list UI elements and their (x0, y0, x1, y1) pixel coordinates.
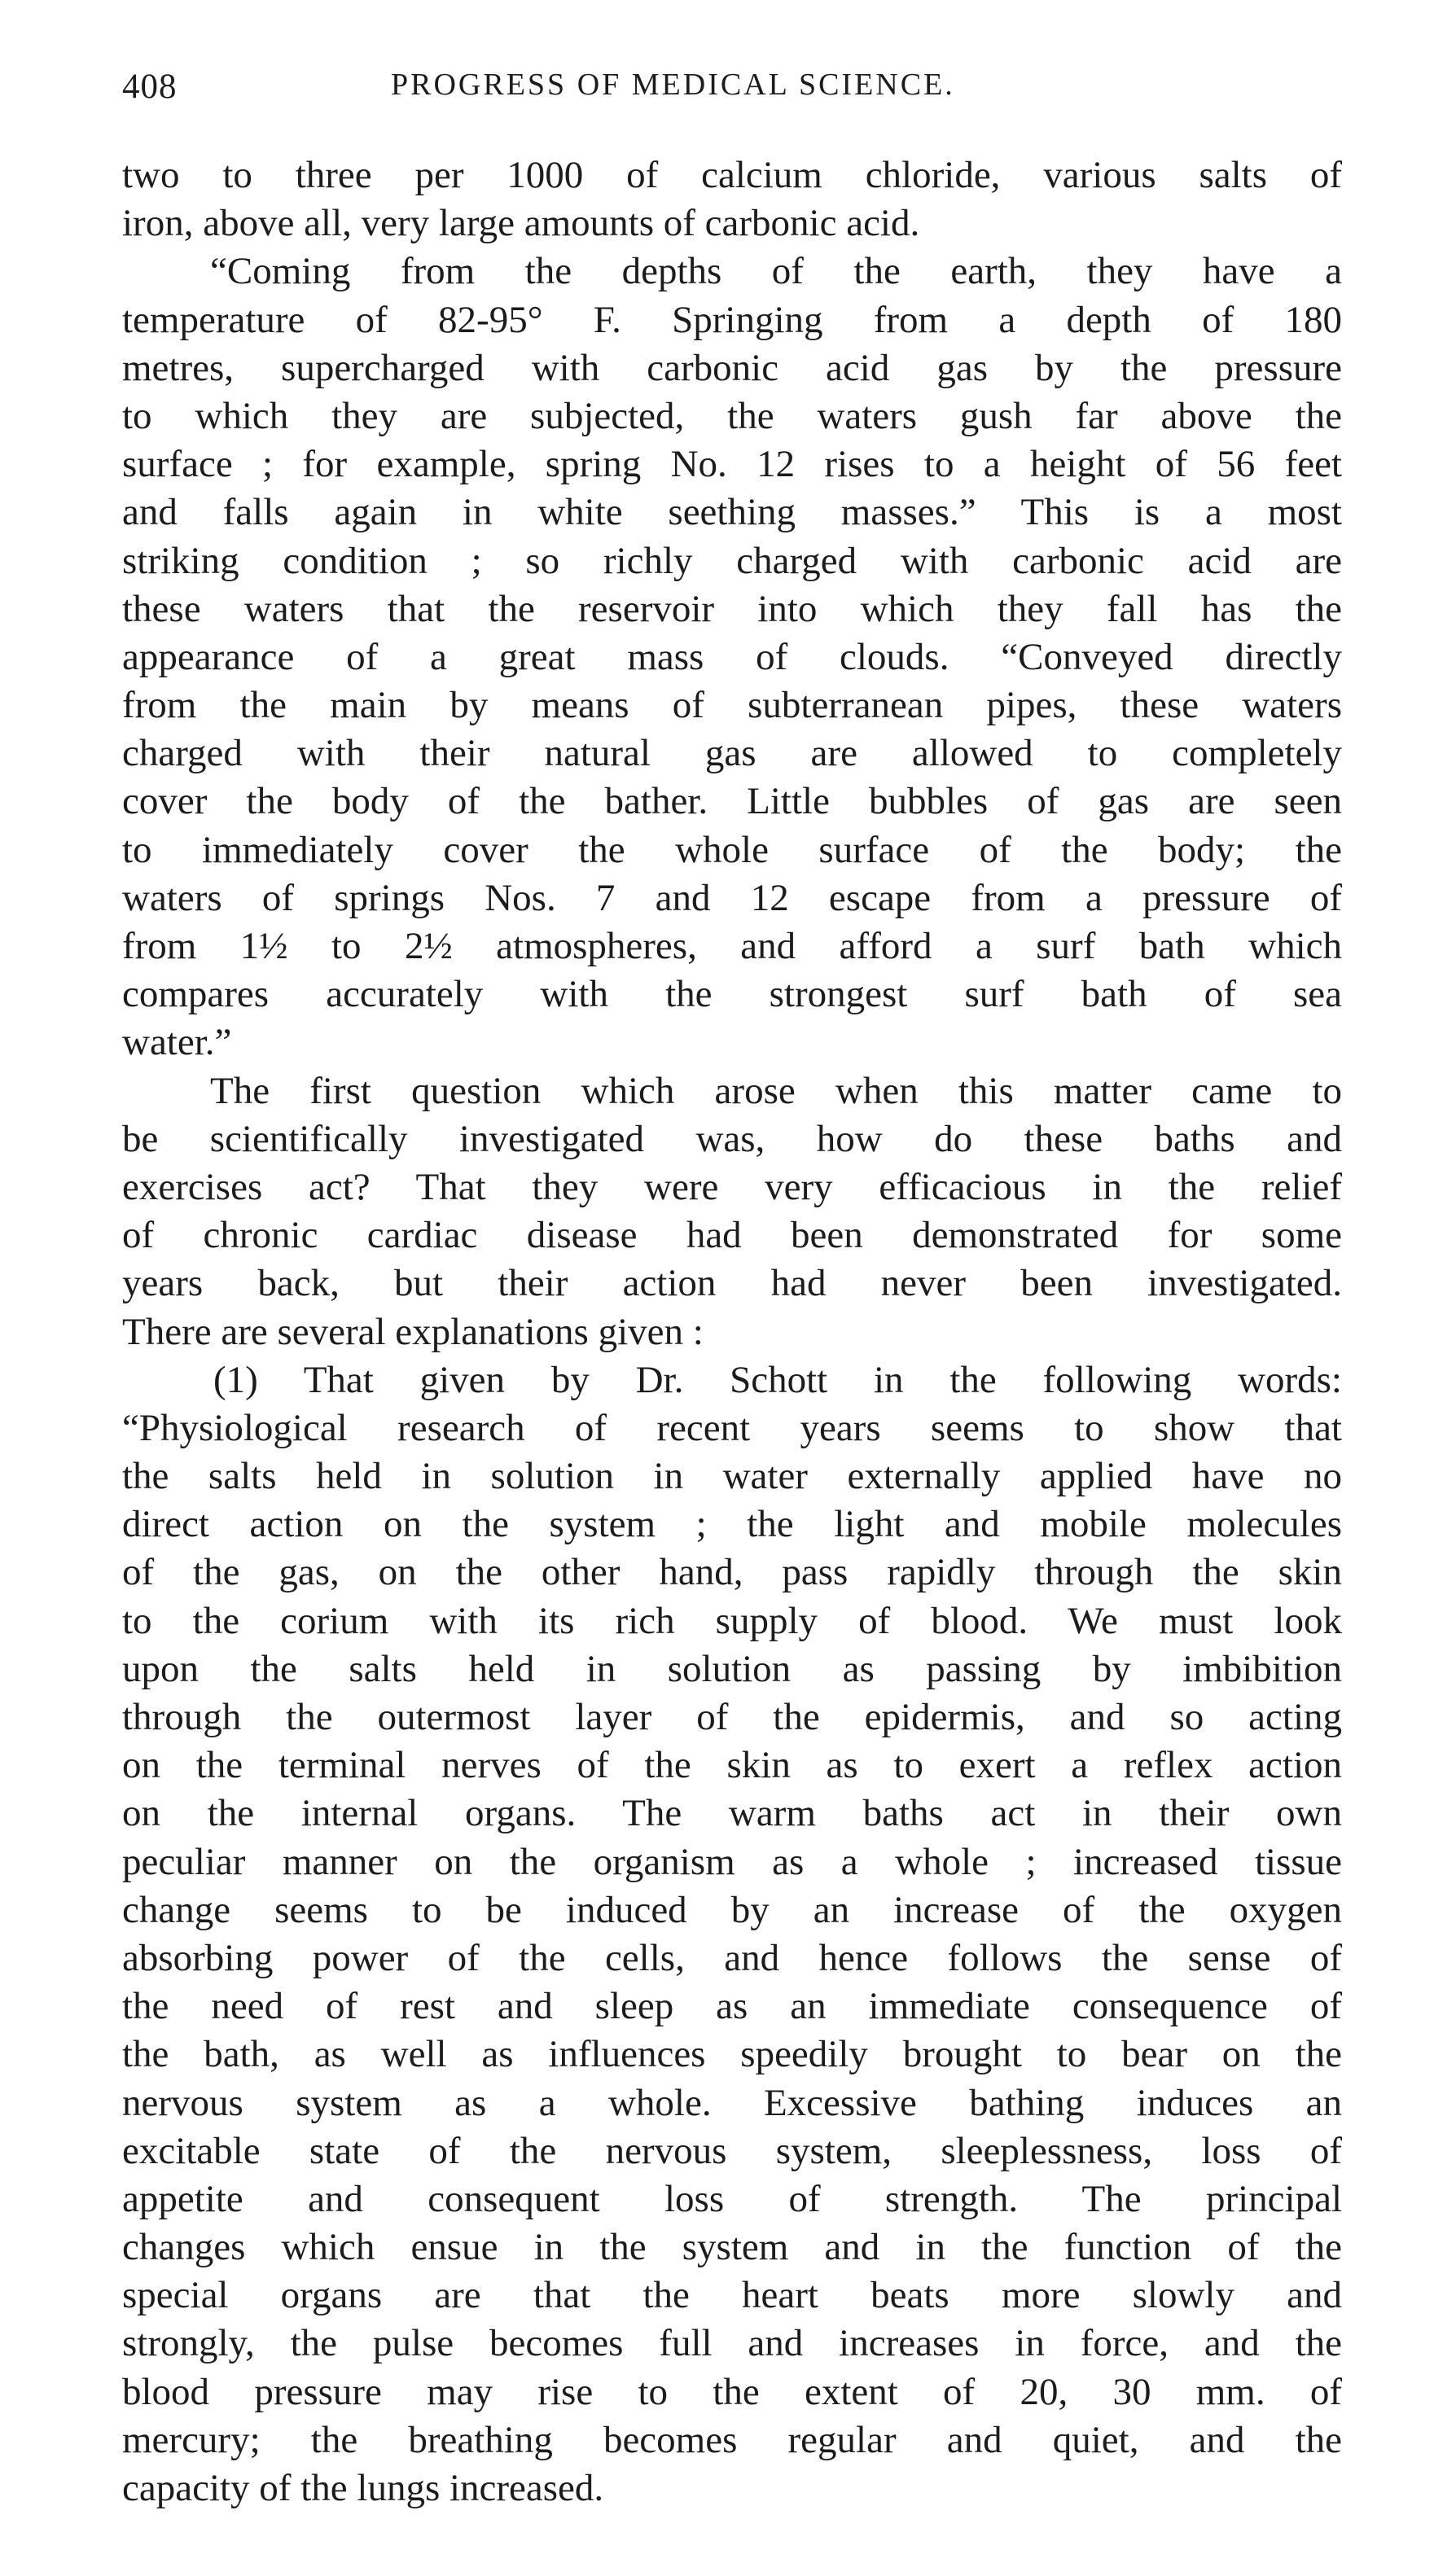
text-line: charged with their natural gas are allowed to completely (122, 732, 1342, 775)
text-line: water.” (122, 1021, 232, 1064)
text-line: these waters that the reservoir into which they fall has the (122, 587, 1342, 630)
text-line: waters of springs Nos. 7 and 12 escape from a pressure of (122, 876, 1342, 919)
text-line: upon the salts held in solution as passing by imbibition (122, 1647, 1342, 1690)
body-text (122, 151, 1342, 2512)
text-line: on the internal organs. The warm baths act in their own (122, 1792, 1342, 1835)
text-line: the salts held in solution in water externally applied have no (122, 1455, 1342, 1498)
text-line: two to three per 1000 of calcium chloride, various salts of (122, 154, 1342, 196)
text-line: on the terminal nerves of the skin as to exert a reflex action (122, 1744, 1342, 1787)
text-line: years back, but their action had never been investigated. (122, 1262, 1342, 1305)
text-line: blood pressure may rise to the extent of 20, 30 mm. of (122, 2370, 1342, 2413)
text-line: strongly, the pulse becomes full and increases in force, and the (122, 2322, 1342, 2365)
text-line: to immediately cover the whole surface of the body; the (122, 828, 1342, 871)
text-line: exercises act? That they were very efficacious in the relief (122, 1165, 1342, 1208)
text-line: peculiar manner on the organism as a whole ; increased tissue (122, 1840, 1342, 1883)
text-line: striking condition ; so richly charged with carbonic acid are (122, 539, 1342, 582)
text-line: The first question which arose when this matter came to (210, 1069, 1342, 1112)
text-line: iron, above all, very large amounts of carbonic acid. (122, 202, 920, 245)
text-line: be scientifically investigated was, how do these baths and (122, 1117, 1342, 1160)
text-line: changes which ensue in the system and in the function of the (122, 2226, 1342, 2269)
text-line: temperature of 82-95° F. Springing from a depth of 180 (122, 298, 1342, 341)
text-line: There are several explanations given : (122, 1310, 704, 1353)
text-line: metres, supercharged with carbonic acid gas by the pressure (122, 346, 1342, 389)
text-line: compares accurately with the strongest surf bath of sea (122, 973, 1342, 1016)
text-line: capacity of the lungs increased. (122, 2467, 604, 2509)
text-line: of the gas, on the other hand, pass rapidly through the skin (122, 1551, 1342, 1594)
text-line: absorbing power of the cells, and hence follows the sense of (122, 1936, 1342, 1979)
running-title: PROGRESS OF MEDICAL SCIENCE. (391, 68, 955, 102)
text-line: appetite and consequent loss of strength. The principal (122, 2177, 1342, 2220)
text-line: change seems to be induced by an increase of the oxygen (122, 1888, 1342, 1931)
text-line: cover the body of the bather. Little bubbles of gas are seen (122, 780, 1342, 823)
text-line: of chronic cardiac disease had been demonstrated for some (122, 1214, 1342, 1257)
page-number: 408 (122, 68, 178, 106)
text-line: direct action on the system ; the light and mobile molecules (122, 1503, 1342, 1546)
text-line: excitable state of the nervous system, sleeplessness, loss of (122, 2129, 1342, 2172)
text-line: “Physiological research of recent years seems to show that (122, 1406, 1342, 1449)
text-line: surface ; for example, spring No. 12 rises to a height of 56 feet (122, 443, 1342, 486)
text-line: from 1½ to 2½ atmospheres, and afford a surf bath which (122, 925, 1342, 967)
text-line: (1) That given by Dr. Schott in the following words: (213, 1358, 1342, 1401)
text-line: “Coming from the depths of the earth, they have a (210, 250, 1342, 293)
text-line: special organs are that the heart beats more slowly and (122, 2274, 1342, 2317)
text-line: to which they are subjected, the waters gush far above the (122, 394, 1342, 437)
text-line: the bath, as well as influences speedily brought to bear on the (122, 2033, 1342, 2076)
text-line: mercury; the breathing becomes regular and quiet, and the (122, 2418, 1342, 2461)
text-line: through the outermost layer of the epidermis, and so acting (122, 1696, 1342, 1738)
text-line: to the corium with its rich supply of blood. We must look (122, 1599, 1342, 1642)
text-line: nervous system as a whole. Excessive bathing induces an (122, 2081, 1342, 2124)
text-line: the need of rest and sleep as an immediate consequence of (122, 1985, 1342, 2028)
text-line: and falls again in white seething masses.” This is a most (122, 491, 1342, 534)
running-head (122, 67, 1344, 124)
text-line: from the main by means of subterranean pipes, these waters (122, 684, 1342, 727)
text-line: appearance of a great mass of clouds. “Conveyed directly (122, 635, 1342, 678)
